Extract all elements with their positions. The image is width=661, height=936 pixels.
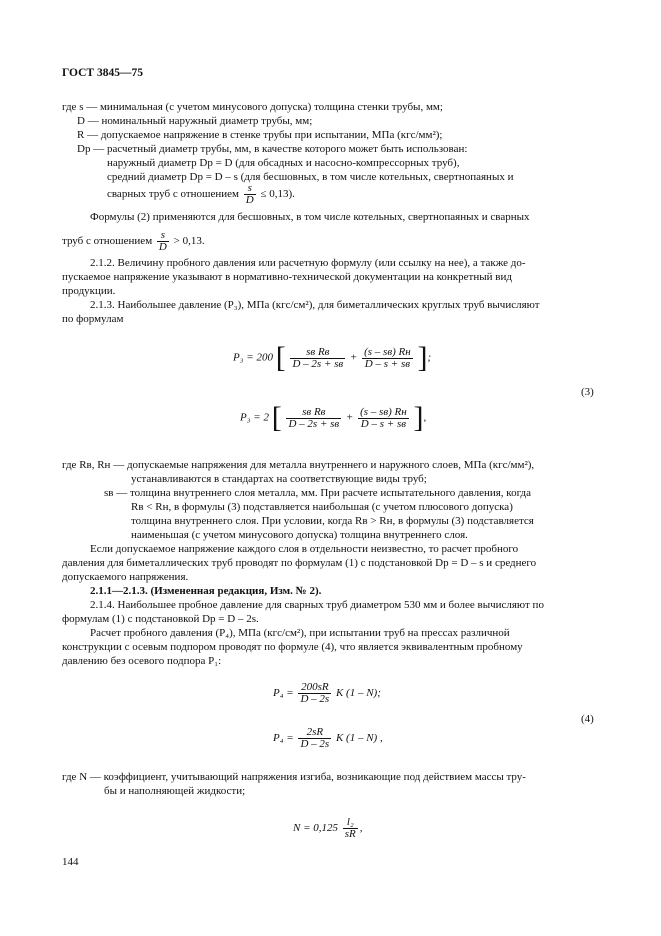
para-213-l1: 2.1.3. Наибольшее давление (P₃), МПа (кгс/см²), для биметаллических круглых труб вычисляют (90, 299, 540, 311)
def-R: R — допускаемое напряжение в стенке трубы при испытании, МПа (кгс/мм²); (77, 129, 443, 141)
def2-l1: где Rв, Rн — допускаемые напряжения для металла внутреннего и наружного слоев, МПа (кгс/мм²), (62, 459, 535, 471)
para-calc-l1: Расчет пробного давления (P₄), МПа (кгс/см²), при испытании труб на прессах различной (90, 627, 510, 639)
para-calc-l2: конструкции с осевым подпором проводят по формуле (4), что является эквивалентным пробному (62, 641, 523, 653)
para-214-l2: формулам (1) с подстановкой Dр = D – 2s. (62, 613, 259, 625)
para-calc-l3: давлению без осевого подпора P₁: (62, 655, 222, 667)
def2-l3: sв — толщина внутреннего слоя металла, мм. При расчете испытательного давления, когда (104, 487, 532, 499)
equation-N: N = 0,125 $\frac{\text{l₂}}{sR}$ , (293, 816, 363, 840)
equation-4b: P₄ = $\frac{2sR}{D - 2s}$ K (1 – N) , (273, 726, 383, 750)
para-formula2-a: Формулы (2) применяются для бесшовных, в том числе котельных, свертнопаяных и сварных (90, 211, 530, 223)
fraction-s-D-2: $\frac{s}{D}$ (158, 229, 167, 253)
para-212-l2: пускаемое напряжение указывают в нормативно-технической документации на конкретный вид (62, 271, 512, 283)
equation-4a: P₄ = $\frac{200sR}{D - 2s}$ K (1 – N); (273, 681, 381, 705)
fraction-s-D: $\frac{s}{D}$ (245, 182, 254, 206)
def-s: где s — минимальная (с учетом минусового допуска) толщина стенки трубы, мм; (62, 101, 443, 113)
equation-3a: P₃ = 200 [ $\frac{\text{sв Rв}}{D - 2s + sв}$ + $\frac{(s - sв) Rн}{D - s + sв}$ ]; (233, 341, 432, 374)
def2-l5: толщина внутреннего слоя. При условии, когда Rв > Rн, в формулы (3) подставляется (131, 515, 534, 527)
para-212-l1: 2.1.2. Величину пробного давления или расчетную формулу (или ссылку на нее), а также до- (90, 257, 526, 269)
def-D: D — номинальный наружный диаметр трубы, мм; (77, 115, 313, 127)
equation-3-label: (3) (581, 386, 594, 398)
def2-l6: наименьшая (с учетом минусового допуска) толщина внутреннего слоя. (131, 529, 468, 541)
para-212-l3: продукции. (62, 285, 116, 297)
para-unknown-l2: давления для биметаллических труб проводят по формулам (1) с подстановкой Dр = D – s и среднего (62, 557, 537, 569)
para-214-l1: 2.1.4. Наибольшее пробное давление для сварных труб диаметром 530 мм и более вычисляют по (90, 599, 544, 611)
para-213-l2: по формулам (62, 313, 124, 325)
def2-l4: Rв < Rн, в формулы (3) подставляется наибольшая (с учетом плюсового допуска) (131, 501, 513, 513)
def-Dp: Dр — расчетный диаметр трубы, мм, в качестве которого может быть использован: (77, 143, 468, 155)
equation-4-label: (4) (581, 713, 594, 725)
para-unknown-l1: Если допускаемое напряжение каждого слоя в отдельности неизвестно, то расчет пробного (90, 543, 519, 555)
para-N-l2: бы и наполняющей жидкости; (104, 785, 246, 797)
para-formula2-b: труб с отношением $\frac{s}{D}$ > 0,13. (62, 229, 205, 253)
def-outer: наружный диаметр Dр = D (для обсадных и насосно-компрессорных труб), (107, 157, 460, 169)
def2-l2: устанавливаются в стандартах на соответствующие виды труб; (131, 473, 427, 485)
para-unknown-l3: допускаемого напряжения. (62, 571, 189, 583)
def-mid-a: средний диаметр Dр = D – s (для бесшовных, в том числе котельных, свертнопаяных и (107, 171, 514, 183)
page-header: ГОСТ 3845—75 (62, 67, 143, 79)
para-N-l1: где N — коэффициент, учитывающий напряжения изгиба, возникающие под действием массы тру- (62, 771, 526, 783)
edit-note: 2.1.1—2.1.3. (Измененная редакция, Изм. № 2). (90, 585, 322, 597)
equation-3b: P₃ = 2 [ $\frac{\text{sв Rв}}{D - 2s + sв}$ + $\frac{(s - sв) Rн}{D - s + sв}$ ], (240, 401, 427, 434)
page-number: 144 (62, 856, 79, 868)
def-mid-b: сварных труб с отношением $\frac{s}{D}$ ≤ 0,13). (107, 182, 295, 206)
